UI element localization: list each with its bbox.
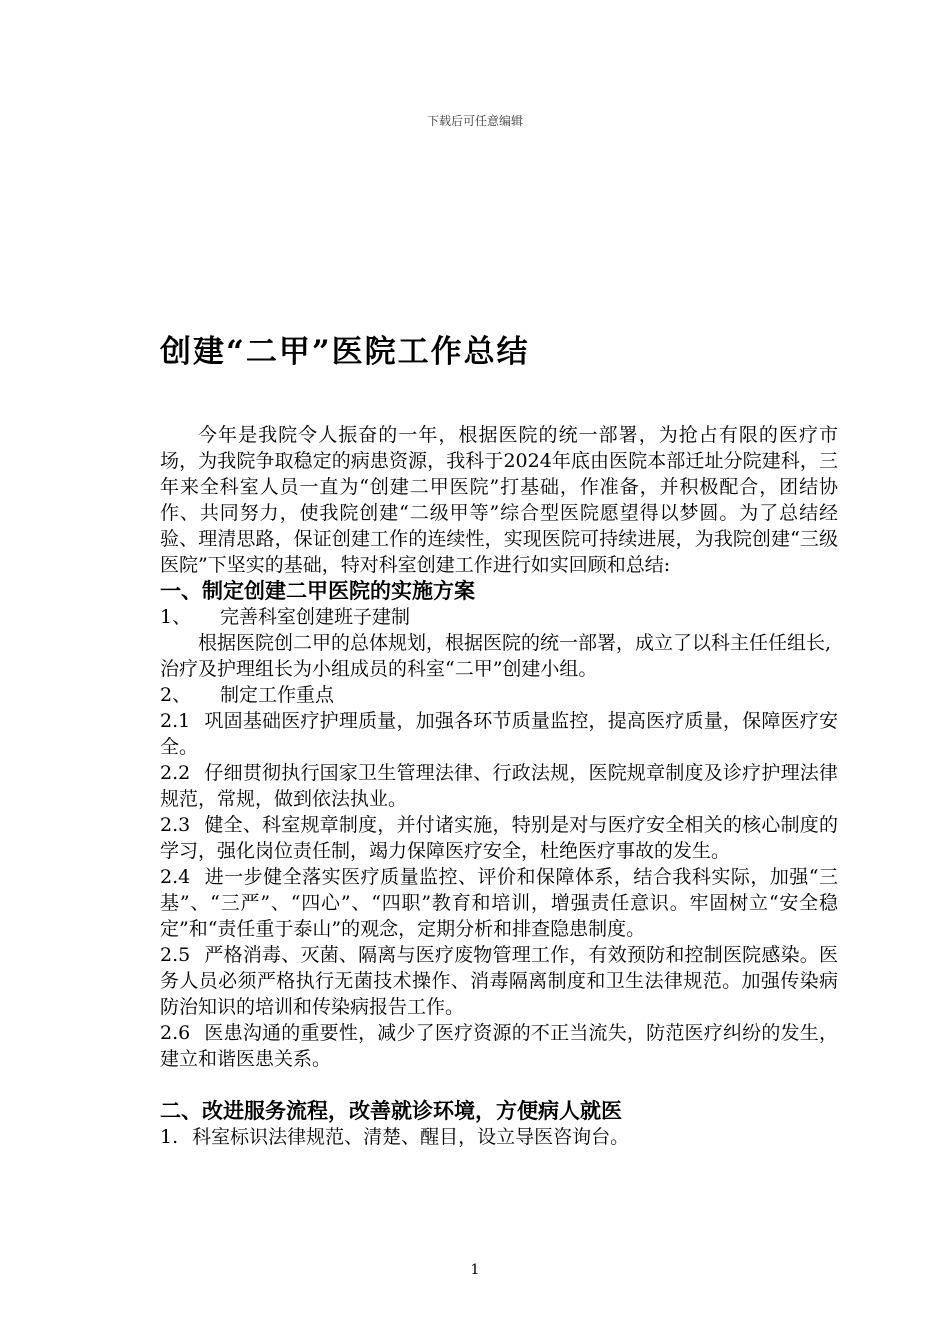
section-1-heading: 一、制定创建二甲医院的实施方案 bbox=[160, 579, 475, 603]
sub-title: 科室标识法律规范、清楚、醒目，设立导医咨询台。 bbox=[192, 1126, 630, 1148]
section-1-sub-2 bbox=[160, 682, 838, 708]
item-number: 2.3 bbox=[160, 814, 191, 836]
list-item bbox=[160, 812, 838, 864]
item-text: 巩固基础医疗护理质量，加强各环节质量监控，提高医疗质量，保障医疗安全。 bbox=[160, 710, 838, 758]
document-title: 创建“二甲”医院工作总结 bbox=[160, 334, 530, 370]
sub-title: 制定工作重点 bbox=[220, 684, 335, 706]
item-number: 2.1 bbox=[160, 710, 191, 732]
item-number: 2.2 bbox=[160, 762, 191, 784]
item-text: 健全、科室规章制度，并付诸实施，特别是对与医疗安全相关的核心制度的学习，强化岗位责任制，竭力保障医疗安全，杜绝医疗事故的发生。 bbox=[160, 814, 838, 862]
list-item bbox=[160, 1020, 838, 1072]
sub-title: 完善科室创建班子建制 bbox=[220, 606, 411, 628]
list-item bbox=[160, 760, 838, 812]
item-text: 仔细贯彻执行国家卫生管理法律、行政法规，医院规章制度及诊疗护理法律规范，常规，做到依法执业。 bbox=[160, 762, 838, 810]
intro-paragraph: 今年是我院令人振奋的一年，根据医院的统一部署，为抢占有限的医疗市场，为我院争取稳定的病患资源，我科于2024年底由医院本部迁址分院建科，三年来全科室人员一直为“创建二甲医院”打基础，作准备，并积极配合，团结协作、共同努力，使我院创建“二级甲等”综合型医院愿望得以梦圆。为了总结经验、理清思路，保证创建工作的连续性，实现医院可持续进展，为我院创建“三级医院”下坚实的基础，特对科室创建工作进行如实回顾和总结: bbox=[160, 424, 838, 576]
list-item bbox=[160, 942, 838, 1020]
section-2-heading: 二、改进服务流程，改善就诊环境，方便病人就医 bbox=[160, 1099, 622, 1123]
item-number: 2.6 bbox=[160, 1022, 191, 1044]
item-number: 2.4 bbox=[160, 866, 191, 888]
section-1-sub-1 bbox=[160, 604, 838, 630]
item-text: 医患沟通的重要性，减少了医疗资源的不正当流失，防范医疗纠纷的发生，建立和谐医患关系。 bbox=[160, 1022, 838, 1070]
section-2-sub-1 bbox=[160, 1124, 838, 1150]
sub-number: 1. bbox=[160, 1126, 179, 1148]
page-header: 下载后可任意编辑 bbox=[426, 114, 523, 128]
list-item bbox=[160, 708, 838, 760]
sub-number: 2、 bbox=[160, 684, 192, 706]
section-1-sub-1-text: 根据医院创二甲的总体规划，根据医院的统一部署，成立了以科主任任组长,治疗及护理组长为小组成员的科室“二甲”创建小组。 bbox=[160, 632, 832, 680]
document-body bbox=[160, 422, 838, 1150]
sub-number: 1、 bbox=[160, 606, 192, 628]
list-item bbox=[160, 864, 838, 942]
page-number: 1 bbox=[470, 1262, 480, 1278]
item-number: 2.5 bbox=[160, 944, 191, 966]
item-text: 严格消毒、灭菌、隔离与医疗废物管理工作，有效预防和控制医院感染。医务人员必须严格执行无菌技术操作、消毒隔离制度和卫生法律规范。加强传染病防治知识的培训和传染病报告工作。 bbox=[160, 944, 838, 1018]
item-text: 进一步健全落实医疗质量监控、评价和保障体系，结合我科实际，加强“三基”、“三严”、“四心”、“四职”教育和培训，增强责任意识。牢固树立“安全稳定”和“责任重于泰山”的观念，定期分析和排查隐患制度。 bbox=[160, 866, 838, 940]
